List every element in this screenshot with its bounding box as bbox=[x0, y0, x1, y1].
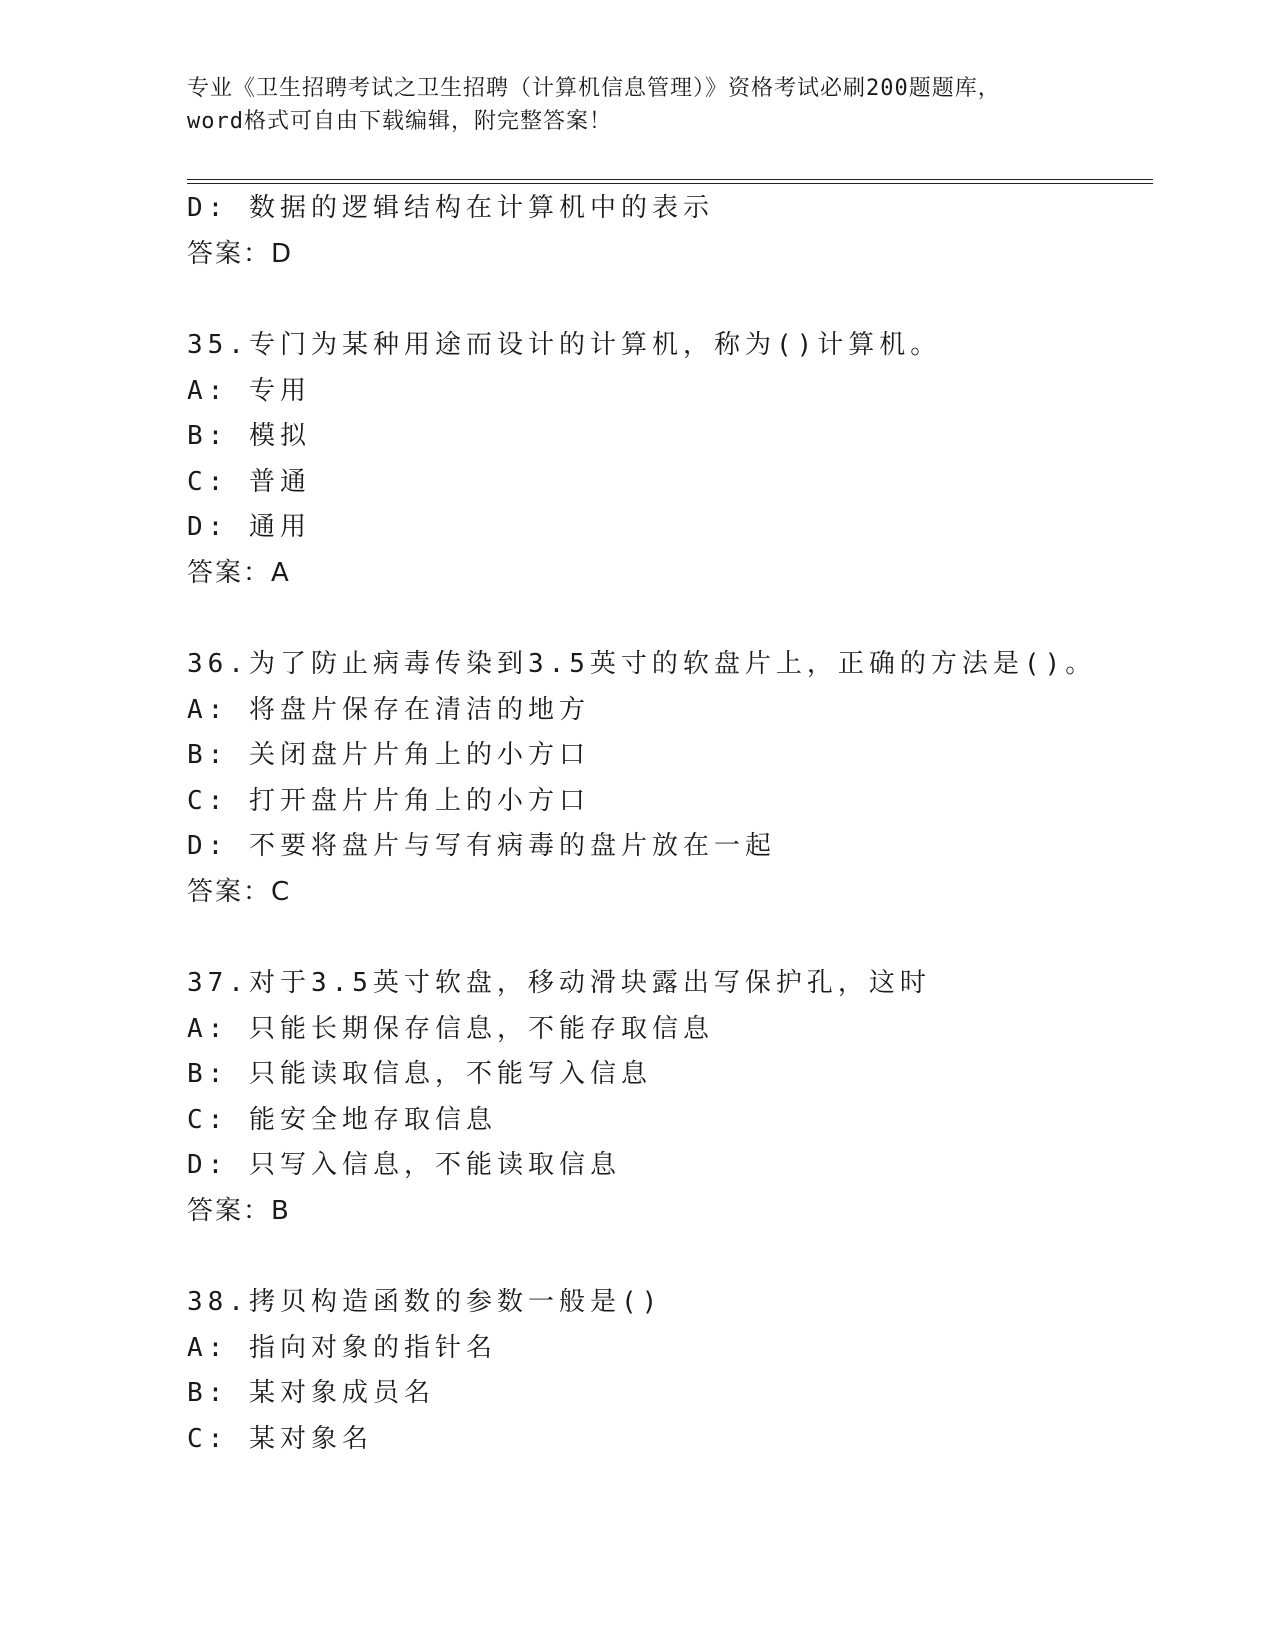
header-line-2: word格式可自由下载编辑，附完整答案！ bbox=[187, 109, 612, 134]
option-a: A: 专用 bbox=[187, 375, 311, 406]
question-stem: 36.为了防止病毒传染到3.5英寸的软盘片上，正确的方法是()。 bbox=[187, 649, 1097, 679]
header-divider-top bbox=[187, 179, 1153, 180]
question-stem: 38.拷贝构造函数的参数一般是() bbox=[187, 1287, 663, 1317]
question-stem: 37.对于3.5英寸软盘，移动滑块露出写保护孔，这时 bbox=[187, 968, 931, 998]
option-d: D: 通用 bbox=[187, 512, 311, 542]
question-35 bbox=[187, 323, 1153, 596]
question-34-tail bbox=[187, 186, 1153, 277]
question-37 bbox=[187, 961, 1153, 1234]
option-c: C: 打开盘片片角上的小方口 bbox=[187, 785, 590, 816]
option-d: D: 数据的逻辑结构在计算机中的表示 bbox=[187, 193, 714, 223]
answer-line: 答案：C bbox=[187, 876, 292, 907]
question-36 bbox=[187, 642, 1153, 915]
question-stem: 35.专门为某种用途而设计的计算机，称为()计算机。 bbox=[187, 330, 942, 360]
document-header bbox=[187, 72, 1087, 138]
option-c: C: 能安全地存取信息 bbox=[187, 1104, 497, 1135]
option-c: C: 某对象名 bbox=[187, 1423, 373, 1454]
header-divider-bottom bbox=[187, 183, 1153, 184]
option-d: D: 不要将盘片与写有病毒的盘片放在一起 bbox=[187, 831, 776, 861]
question-content bbox=[187, 186, 1153, 1462]
option-b: B: 模拟 bbox=[187, 421, 311, 451]
option-d: D: 只写入信息，不能读取信息 bbox=[187, 1150, 621, 1180]
answer-line: 答案：B bbox=[187, 1195, 291, 1226]
question-38 bbox=[187, 1280, 1153, 1462]
option-b: B: 某对象成员名 bbox=[187, 1378, 435, 1408]
option-c: C: 普通 bbox=[187, 466, 311, 497]
option-b: B: 关闭盘片片角上的小方口 bbox=[187, 740, 590, 770]
option-a: A: 只能长期保存信息，不能存取信息 bbox=[187, 1013, 714, 1044]
answer-line: 答案：A bbox=[187, 557, 291, 588]
option-b: B: 只能读取信息，不能写入信息 bbox=[187, 1059, 652, 1089]
option-a: A: 指向对象的指针名 bbox=[187, 1332, 497, 1363]
header-line-1: 专业《卫生招聘考试之卫生招聘（计算机信息管理）》资格考试必刷200题题库， bbox=[187, 76, 1001, 101]
option-a: A: 将盘片保存在清洁的地方 bbox=[187, 694, 590, 725]
answer-line: 答案：D bbox=[187, 238, 294, 269]
